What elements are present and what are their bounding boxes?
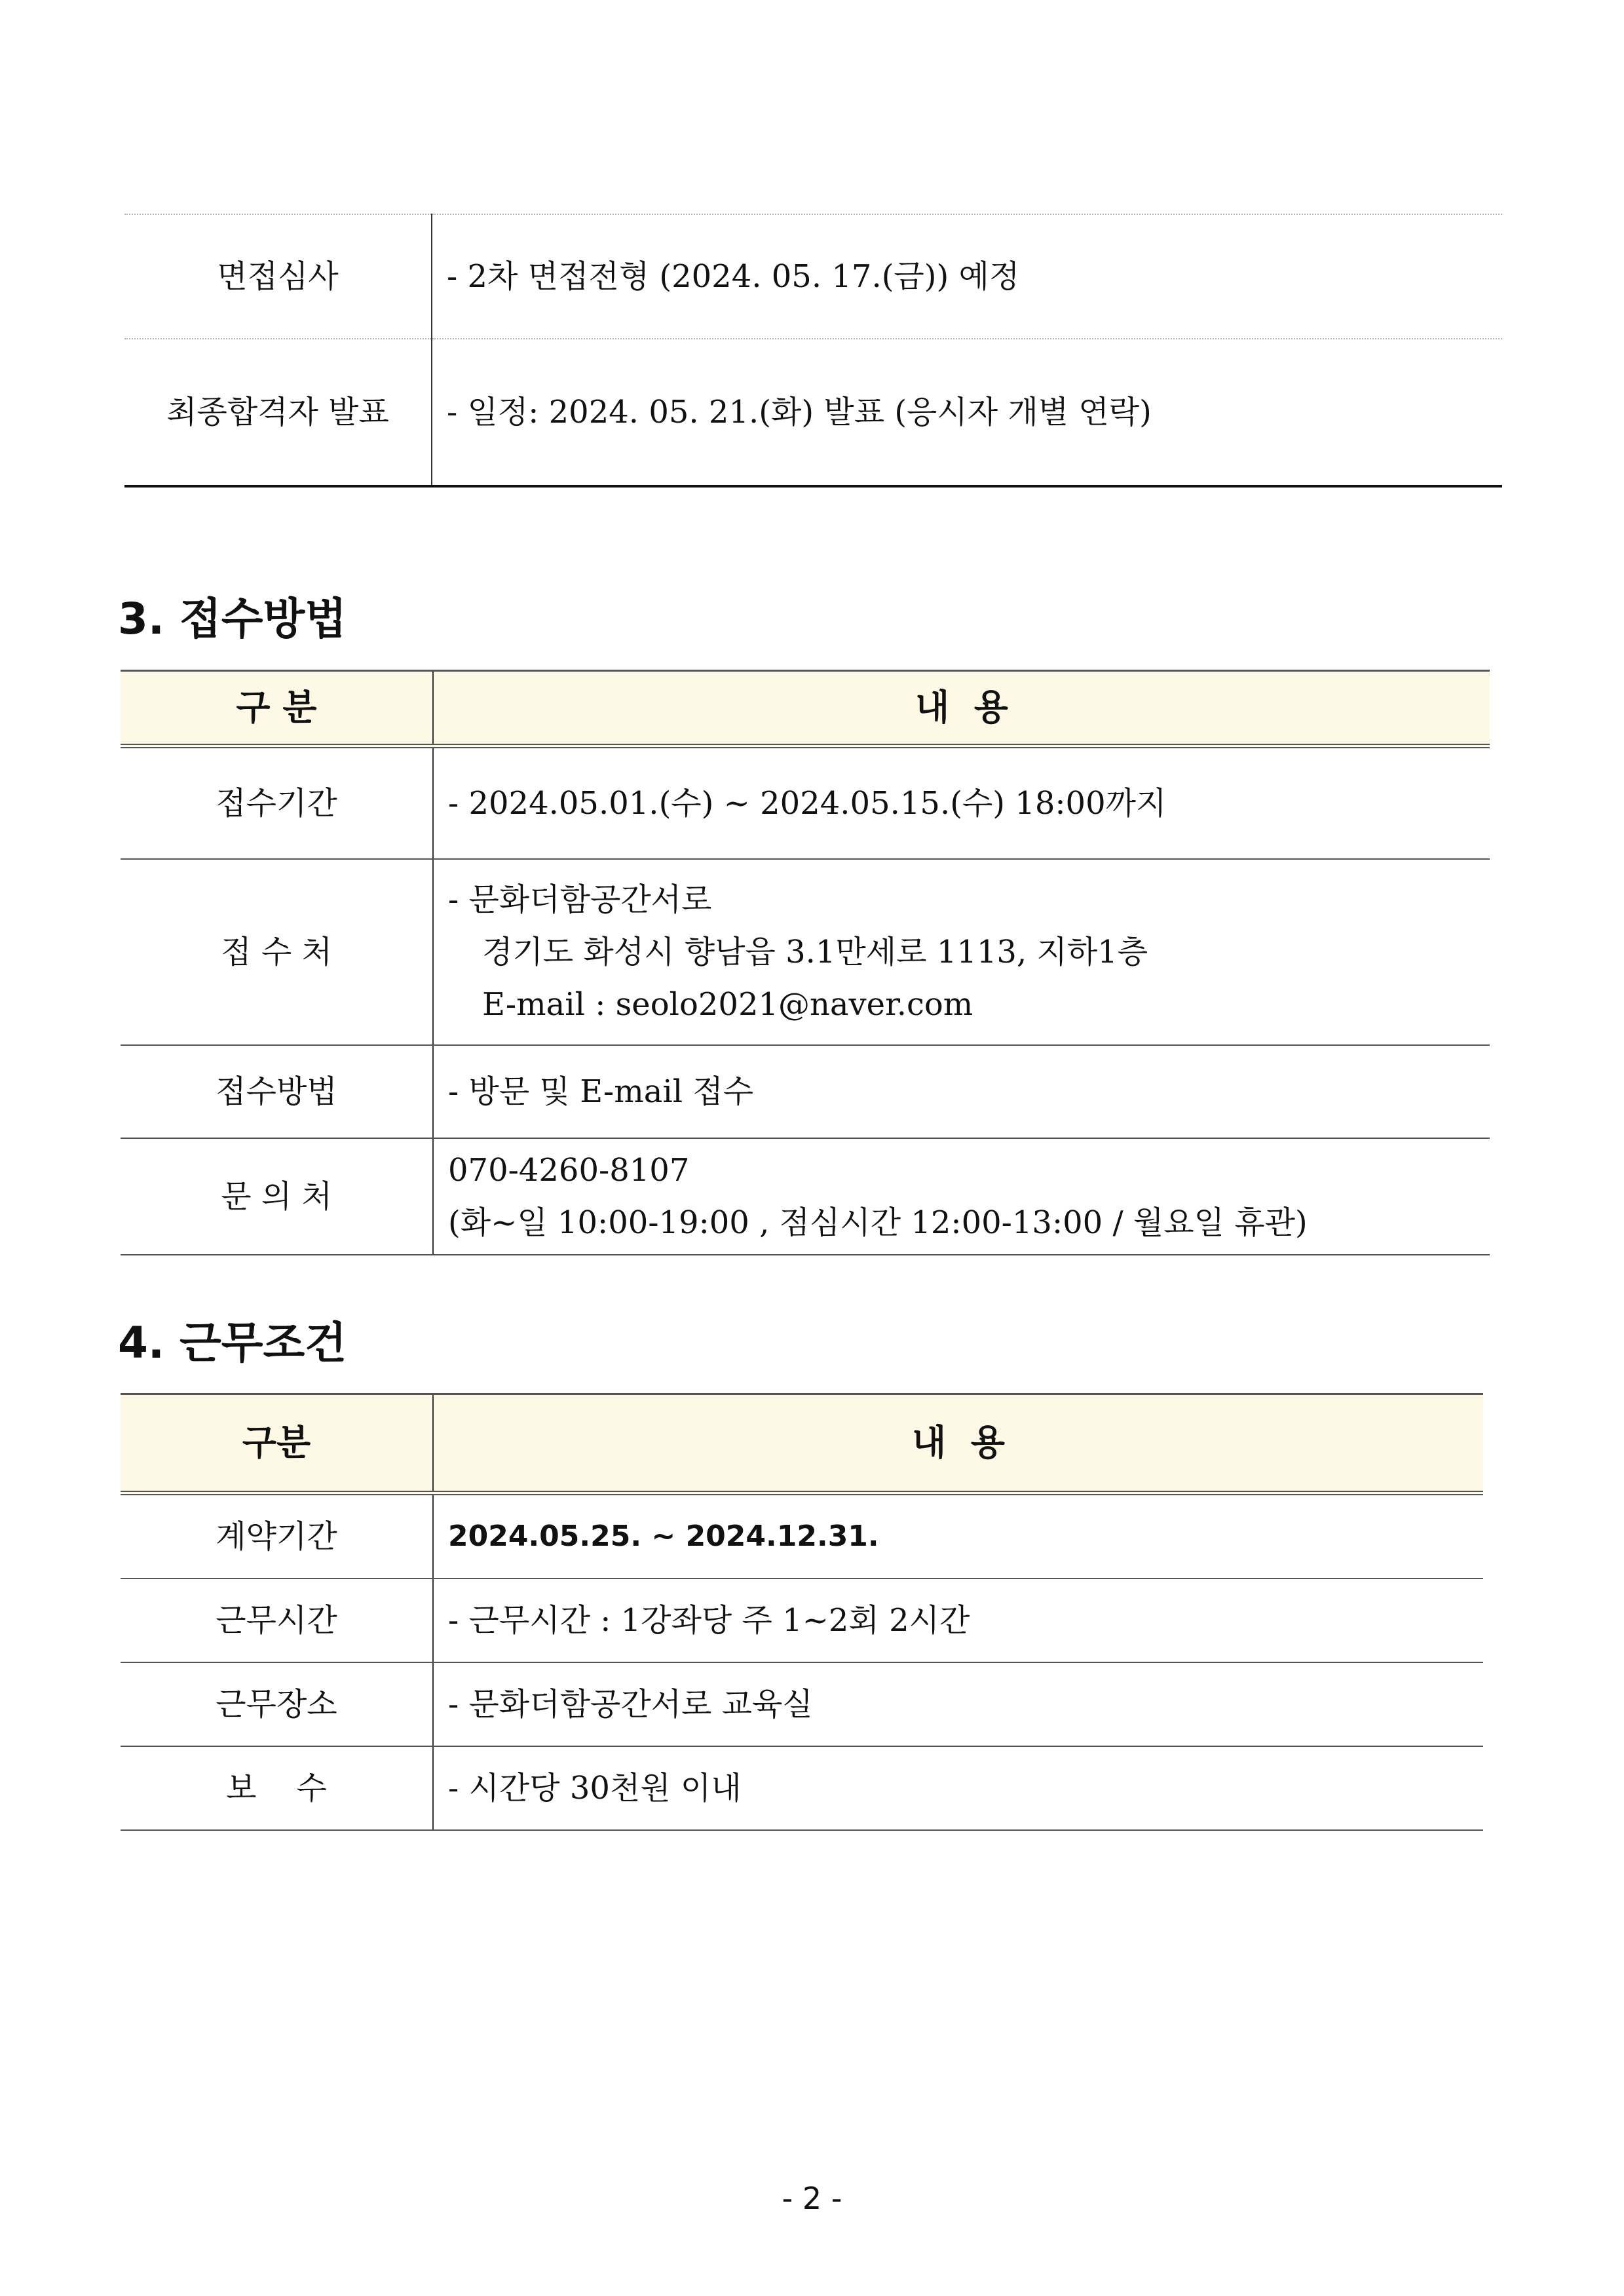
row-content: 2024.05.25. ~ 2024.12.31. <box>433 1493 1483 1579</box>
table-row <box>121 1662 1483 1746</box>
application-method-table <box>121 670 1490 1255</box>
table-row <box>121 1138 1490 1255</box>
table-row <box>124 214 1502 339</box>
content-line: - 방문 및 E-mail 접수 <box>448 1073 754 1110</box>
table-row <box>121 859 1490 1045</box>
row-label: 문 의 처 <box>121 1138 433 1255</box>
row-content <box>433 746 1490 860</box>
section-heading-application: 3. 접수방법 <box>118 594 347 644</box>
hours-line: (화~일 10:00-19:00 , 점심시간 12:00-13:00 / 월요일 휴관) <box>448 1204 1308 1241</box>
table-row <box>121 1493 1483 1579</box>
row-content: - 시간당 30천원 이내 <box>433 1746 1483 1830</box>
table-header-row <box>121 671 1490 746</box>
row-label: 면접심사 <box>124 214 432 339</box>
table-header-row <box>121 1394 1483 1493</box>
working-conditions-table <box>121 1393 1483 1831</box>
column-header-content: 내 용 <box>433 671 1490 746</box>
row-content <box>433 1138 1490 1255</box>
content-line: - 문화더함공간서로 <box>448 881 712 918</box>
row-label: 근무시간 <box>121 1578 433 1662</box>
row-content <box>433 859 1490 1045</box>
section-heading-conditions: 4. 근무조건 <box>118 1318 347 1368</box>
column-header-category: 구분 <box>121 1394 433 1493</box>
table-row <box>121 1045 1490 1138</box>
address-line: 경기도 화성시 향남읍 3.1만세로 1113, 지하1층 <box>482 934 1148 970</box>
row-label: 접 수 처 <box>121 859 433 1045</box>
row-label: 접수방법 <box>121 1045 433 1138</box>
row-content: - 일정: 2024. 05. 21.(화) 발표 (응시자 개별 연락) <box>432 339 1502 486</box>
row-content: - 근무시간 : 1강좌당 주 1~2회 2시간 <box>433 1578 1483 1662</box>
row-label: 계약기간 <box>121 1493 433 1579</box>
row-content: - 2차 면접전형 (2024. 05. 17.(금)) 예정 <box>432 214 1502 339</box>
row-label: 근무장소 <box>121 1662 433 1746</box>
row-label: 보 수 <box>121 1746 433 1830</box>
content-line: - 2024.05.01.(수) ~ 2024.05.15.(수) 18:00까지 <box>448 785 1167 822</box>
column-header-content: 내 용 <box>433 1394 1483 1493</box>
table-row <box>121 746 1490 860</box>
row-label: 최종합격자 발표 <box>124 339 432 486</box>
row-content: - 문화더함공간서로 교육실 <box>433 1662 1483 1746</box>
table-row <box>121 1746 1483 1830</box>
table-row <box>124 339 1502 486</box>
column-header-category: 구 분 <box>121 671 433 746</box>
screening-schedule-table <box>124 214 1502 488</box>
phone-line: 070-4260-8107 <box>448 1152 690 1189</box>
row-label: 접수기간 <box>121 746 433 860</box>
table-row <box>121 1578 1483 1662</box>
email-line: E-mail : seolo2021@naver.com <box>482 986 973 1023</box>
page-number: - 2 - <box>782 2181 842 2216</box>
row-content <box>433 1045 1490 1138</box>
